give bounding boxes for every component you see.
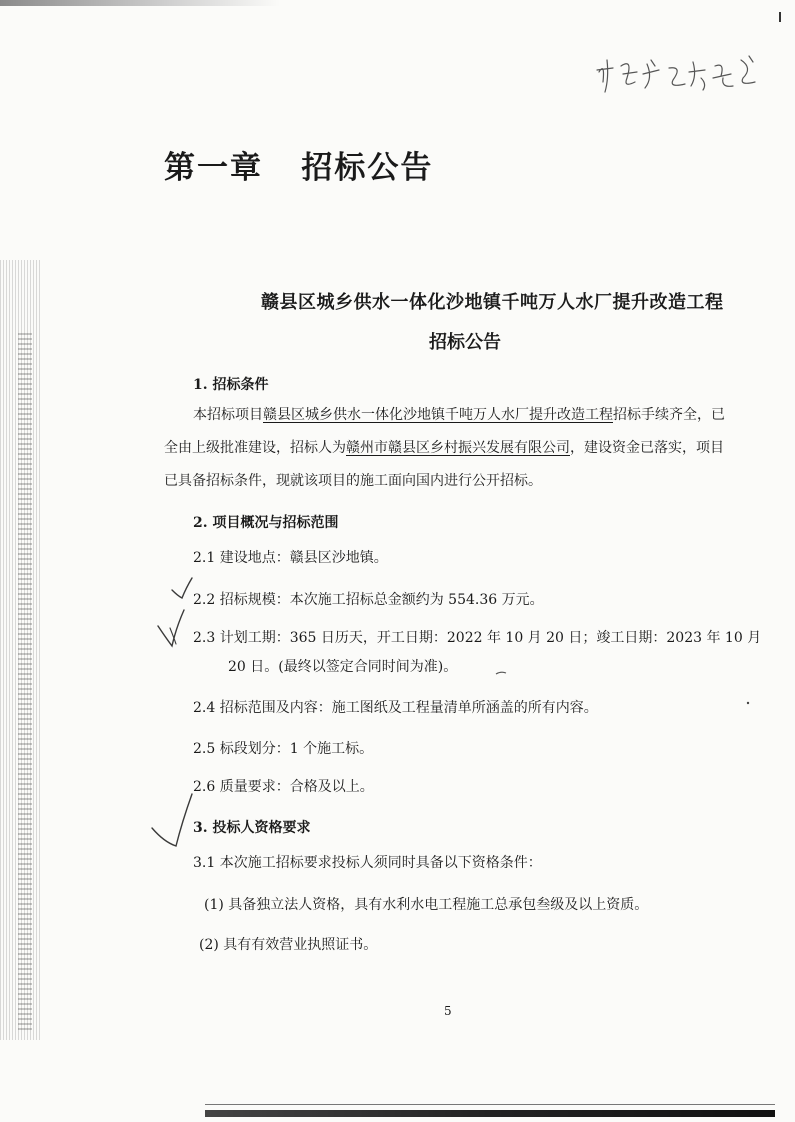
item-2-3: 2.3 计划工期：365 日历天，开工日期：2022 年 10 月 20 日；竣工日期：2023 年 10 月 bbox=[193, 630, 762, 646]
item-3-1: 3.1 本次施工招标要求投标人须同时具备以下资格条件： bbox=[193, 855, 542, 871]
item-3-1-2: (2) 具有有效营业执照证书。 bbox=[199, 937, 378, 953]
item-2-3-continued: 20 日。(最终以签定合同时间为准)。 bbox=[228, 659, 458, 675]
handwritten-signature bbox=[593, 48, 768, 96]
paragraph-text: 本招标项目 bbox=[193, 407, 263, 423]
chapter-number: 第一章 bbox=[164, 150, 263, 186]
item-2-2: 2.2 招标规模：本次施工招标总金额约为 554.36 万元。 bbox=[193, 592, 544, 608]
chapter-name: 招标公告 bbox=[301, 150, 434, 186]
section-2-heading: 2. 项目概况与招标范围 bbox=[193, 515, 339, 531]
section-1-paragraph bbox=[164, 399, 732, 498]
scan-edge-bottom-line bbox=[205, 1104, 775, 1105]
chapter-title bbox=[164, 142, 433, 187]
paragraph-text: 招标手续齐全，已全由上级批准建设，招标人为 bbox=[164, 407, 725, 456]
item-2-5: 2.5 标段划分：1 个施工标。 bbox=[193, 741, 374, 757]
item-3-1-1: (1) 具备独立法人资格，具有水利水电工程施工总承包叁级及以上资质。 bbox=[204, 897, 649, 913]
scan-edge-left-streak bbox=[18, 330, 32, 1030]
item-2-1: 2.1 建设地点：赣县区沙地镇。 bbox=[193, 550, 388, 566]
notice-subtitle: 招标公告 bbox=[429, 332, 501, 353]
item-2-4: 2.4 招标范围及内容：施工图纸及工程量清单所涵盖的所有内容。 bbox=[193, 700, 598, 716]
pen-dot bbox=[745, 700, 751, 706]
item-2-6: 2.6 质量要求：合格及以上。 bbox=[193, 779, 374, 795]
check-mark-icon bbox=[170, 576, 196, 602]
project-title: 赣县区城乡供水一体化沙地镇千吨万人水厂提升改造工程 bbox=[261, 292, 724, 313]
project-name-underlined: 赣县区城乡供水一体化沙地镇千吨万人水厂提升改造工程 bbox=[263, 407, 613, 423]
check-mark-icon bbox=[150, 792, 198, 850]
tenderer-underlined: 赣州市赣县区乡村振兴发展有限公司 bbox=[346, 440, 570, 456]
section-1-heading: 1. 招标条件 bbox=[193, 377, 269, 393]
check-mark-icon bbox=[156, 608, 192, 650]
scan-edge-bottom bbox=[205, 1110, 775, 1117]
paragraph-text: ，建设资金已落实，项目已具备招标条件，现就该项目的施工面向国内进行公开招标。 bbox=[164, 440, 724, 489]
scan-mark-right bbox=[779, 12, 781, 22]
page-number: 5 bbox=[444, 1004, 452, 1018]
section-3-heading: 3. 投标人资格要求 bbox=[193, 820, 311, 836]
scan-edge-top bbox=[0, 0, 280, 6]
pen-dot bbox=[495, 670, 507, 676]
